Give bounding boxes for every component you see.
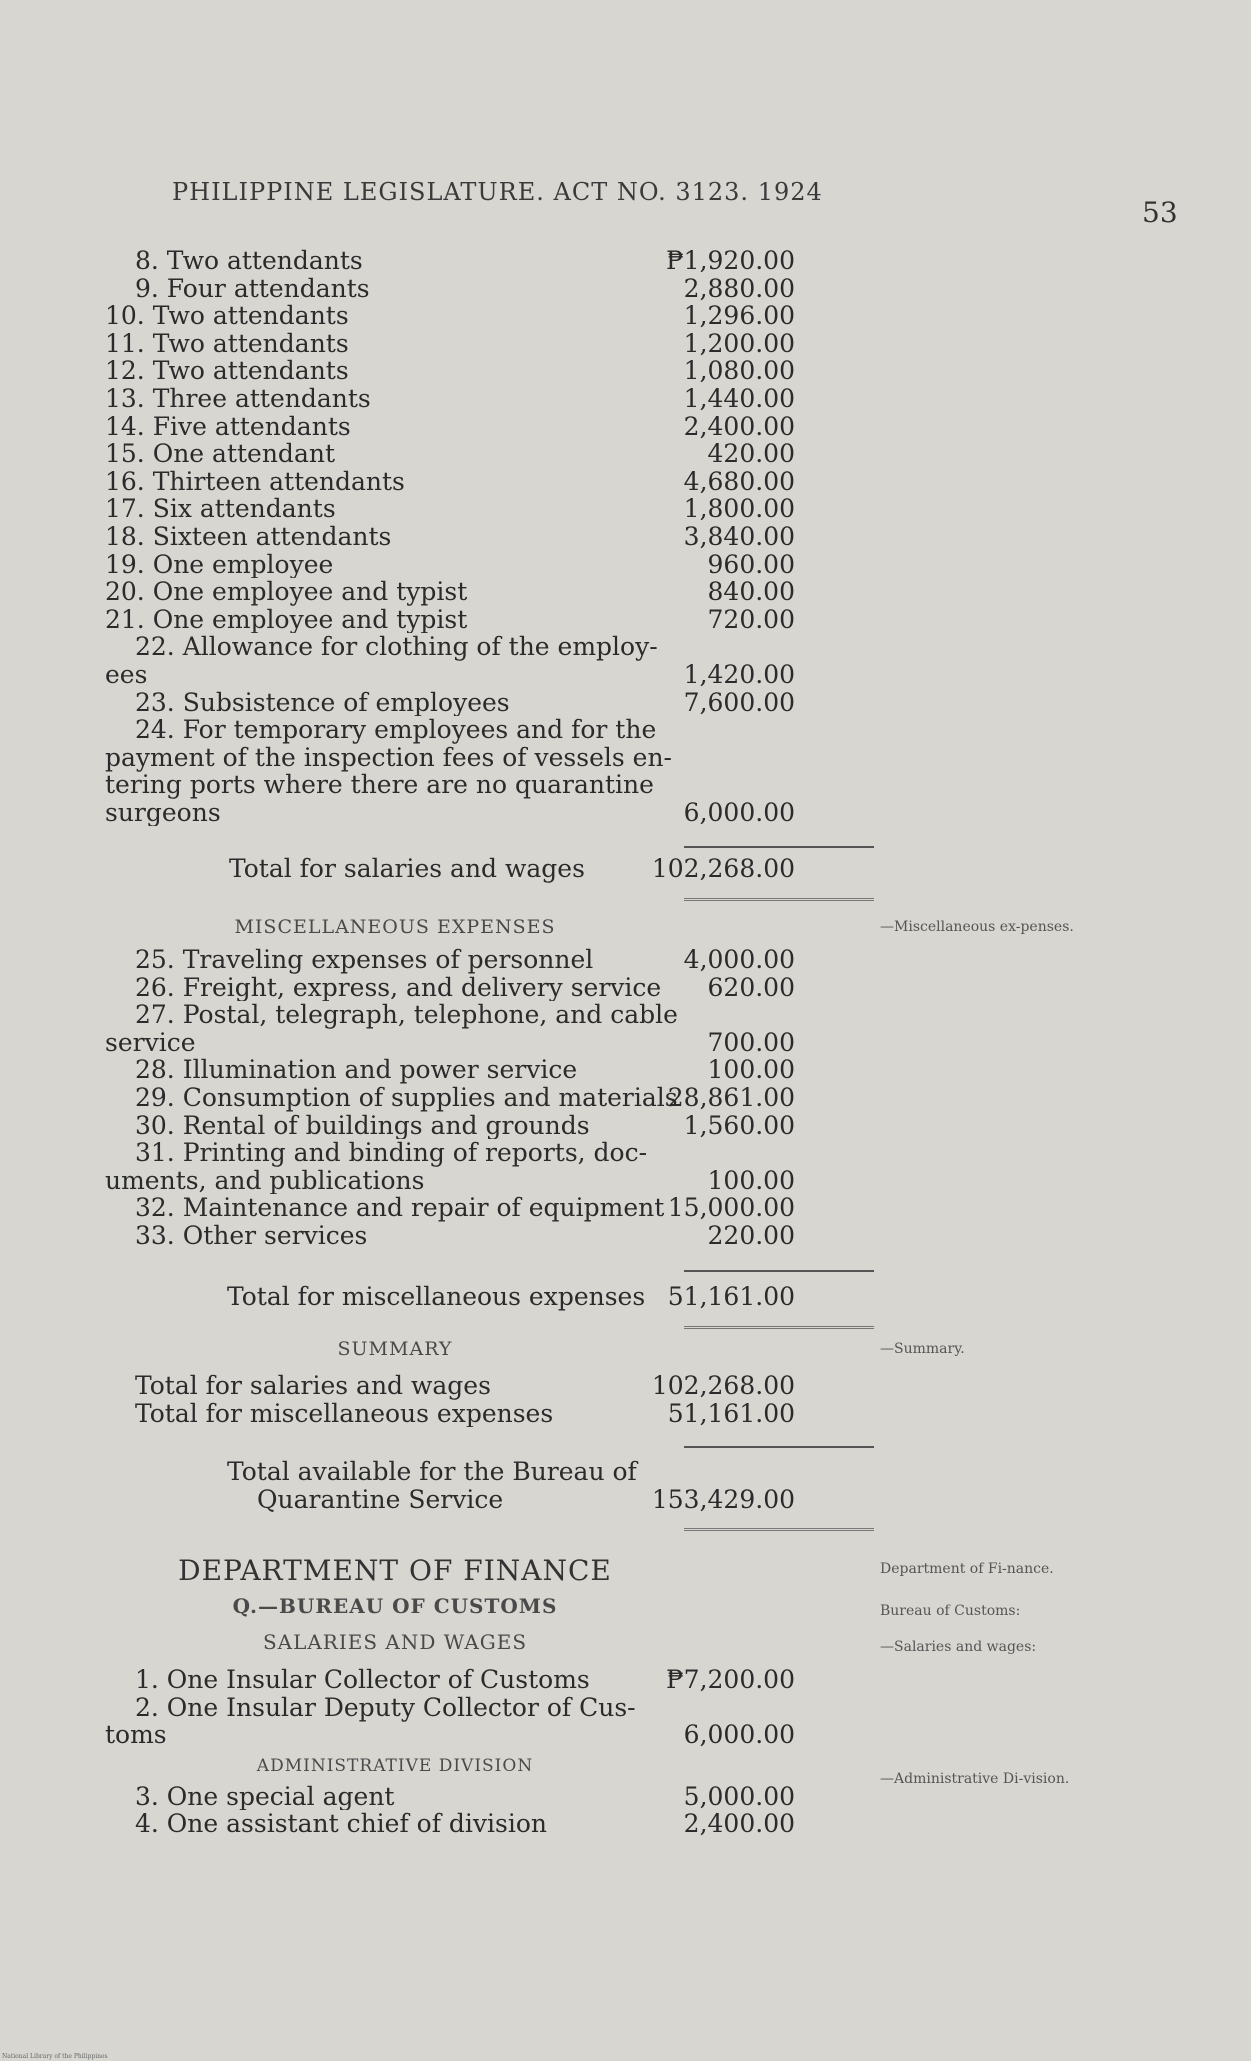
item-31-line1: 31. Printing and binding of reports, doc-: [135, 1138, 648, 1168]
margin-note-bureau: Bureau of Customs:: [880, 1603, 1021, 1619]
item-2-line1: 2. One Insular Deputy Collector of Cus-: [135, 1692, 636, 1722]
list-item: 8. Two attendants ₱1,920.00: [135, 246, 795, 275]
finance-section: [105, 1554, 885, 1838]
bureau-heading: Q.—BUREAU OF CUSTOMS: [232, 1594, 558, 1618]
list-item: 32. Maintenance and repair of equipment 15,000.00: [135, 1193, 795, 1223]
misc-subtotal-rule: [684, 1270, 874, 1272]
margin-note-misc: —Miscellaneous ex-penses.: [880, 919, 1074, 935]
dept-heading: DEPARTMENT OF FINANCE: [178, 1554, 612, 1587]
total-misc-amount: 51,161.00: [667, 1282, 795, 1311]
total-salaries-amount: 102,268.00: [651, 854, 795, 883]
margin-note-salaries: —Salaries and wages:: [880, 1639, 1037, 1655]
list-item: 19. One employee 960.00: [105, 549, 795, 579]
margin-note-admin: —Administrative Di-vision.: [880, 1771, 1070, 1787]
list-item: 13. Three attendants 1,440.00: [105, 383, 795, 413]
footer-credit: National Library of the Philippines: [2, 2053, 108, 2060]
item-27-line2: service 700.00: [105, 1027, 795, 1057]
list-item: 1. One Insular Collector of Customs ₱7,200.00: [135, 1665, 795, 1694]
total-misc-label: Total for miscellaneous expenses: [227, 1282, 646, 1311]
grand-double-rule: [684, 1528, 874, 1531]
item-22-line2: ees 1,420.00: [105, 659, 795, 689]
salaries-heading: SALARIES AND WAGES: [262, 1630, 528, 1654]
list-item: 17. Six attendants 1,800.00: [105, 494, 795, 524]
list-item: Total for salaries and wages 102,268.00: [135, 1371, 795, 1400]
total-salaries-label: Total for salaries and wages: [229, 854, 585, 883]
list-item: 16. Thirteen attendants 4,680.00: [105, 466, 795, 496]
item-23: 23. Subsistence of employees 7,600.00: [135, 687, 795, 717]
summary-heading: SUMMARY: [337, 1338, 453, 1360]
list-item: 11. Two attendants 1,200.00: [105, 328, 795, 358]
grand-total-amount: 153,429.00: [651, 1484, 795, 1514]
list-item: 15. One attendant 420.00: [105, 439, 795, 469]
list-item: 10. Two attendants 1,296.00: [105, 301, 795, 331]
list-item: 21. One employee and typist 720.00: [105, 604, 795, 634]
admin-heading: ADMINISTRATIVE DIVISION: [256, 1755, 534, 1776]
grand-total-line2: Quarantine Service: [257, 1485, 504, 1514]
item-24-line4: surgeons 6,000.00: [105, 797, 795, 827]
running-head: PHILIPPINE LEGISLATURE. ACT NO. 3123. 1924: [172, 178, 823, 206]
list-item: 3. One special agent 5,000.00: [135, 1781, 795, 1811]
list-item: Total for miscellaneous expenses 51,161.00: [135, 1398, 795, 1428]
list-item: 4. One assistant chief of division 2,400.00: [135, 1809, 795, 1839]
item-27-line1: 27. Postal, telegraph, telephone, and cable: [135, 1000, 678, 1030]
subtotal-rule: [684, 846, 874, 848]
total-salaries: [105, 852, 885, 886]
total-double-rule: [684, 898, 874, 901]
list-item: 29. Consumption of supplies and materials 28,861.00: [135, 1082, 795, 1112]
item-24-line1: 24. For temporary employees and for the: [135, 715, 657, 745]
list-item: 9. Four attendants 2,880.00: [135, 273, 795, 303]
item-31-line2: uments, and publications 100.00: [105, 1165, 795, 1195]
item-2-line2: toms 6,000.00: [105, 1720, 795, 1750]
misc-double-rule: [684, 1326, 874, 1329]
list-item: 20. One employee and typist 840.00: [105, 577, 795, 607]
margin-note-summary: —Summary.: [880, 1341, 965, 1357]
margin-note-dept: Department of Fi-nance.: [880, 1561, 1054, 1577]
misc-heading: MISCELLANEOUS EXPENSES: [234, 916, 556, 938]
list-item: 33. Other services 220.00: [135, 1220, 795, 1250]
grand-total-line1: Total available for the Bureau of: [227, 1457, 637, 1486]
item-24-line3: tering ports where there are no quarantine: [105, 770, 654, 800]
summary-rule: [684, 1446, 874, 1448]
page-number: 53: [1142, 196, 1178, 229]
list-item: 26. Freight, express, and delivery service 620.00: [135, 972, 795, 1002]
salaries-list: [105, 247, 885, 826]
list-item: 30. Rental of buildings and grounds 1,560.00: [135, 1110, 795, 1140]
misc-section: [105, 916, 885, 1250]
grand-total: [105, 1458, 885, 1513]
list-item: 25. Traveling expenses of personnel 4,000.00: [135, 945, 795, 974]
item-22-line1: 22. Allowance for clothing of the employ-: [135, 632, 658, 662]
summary-section: [105, 1338, 885, 1427]
list-item: 14. Five attendants 2,400.00: [105, 411, 795, 441]
list-item: 28. Illumination and power service 100.00: [135, 1055, 795, 1085]
list-item: 18. Sixteen attendants 3,840.00: [105, 521, 795, 551]
list-item: 12. Two attendants 1,080.00: [105, 356, 795, 386]
item-24-line2: payment of the inspection fees of vessels en-: [105, 742, 672, 772]
total-misc: [105, 1280, 885, 1314]
